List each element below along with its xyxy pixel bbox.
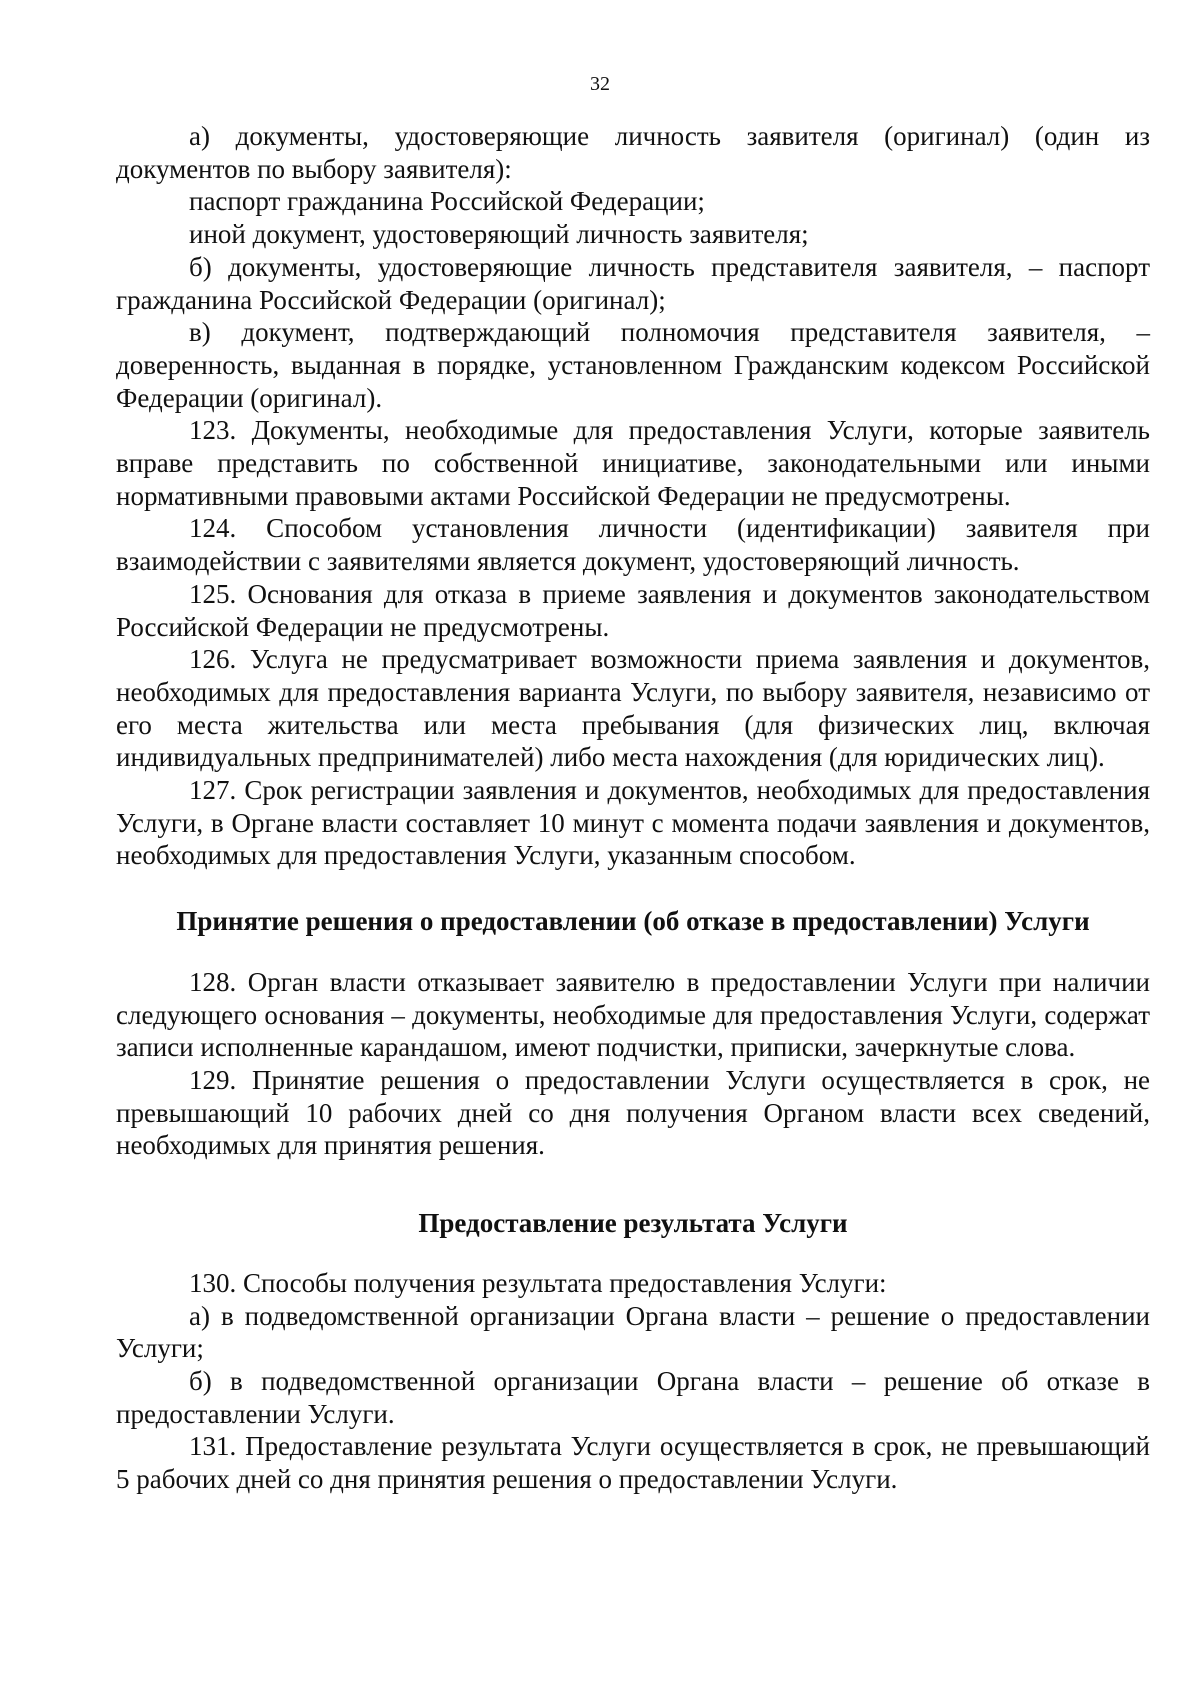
- paragraph-128: 128. Орган власти отказывает заявителю в предоставлении Услуги при наличии следующего основания – документы, необходимые для предоставления Услуги, содержат записи исполненные карандашом, имеют подчистки, приписки, зачеркнутые слова.: [116, 966, 1150, 1063]
- paragraph-123: 123. Документы, необходимые для предоставления Услуги, которые заявитель вправе представить по собственной инициативе, законодательными или иными нормативными правовыми актами Российской Федерации не предусмотрены.: [116, 415, 1150, 511]
- section-heading-decision: Принятие решения о предоставлении (об отказе в предоставлении) Услуги: [176, 906, 1090, 937]
- paragraph-124: 124. Способом установления личности (идентификации) заявителя при взаимодействии с заявителями является документ, удостоверяющий личность.: [116, 513, 1150, 577]
- paragraph-130-item-b: б) в подведомственной организации Органа власти – решение об отказе в предоставлении Услуги.: [116, 1365, 1150, 1429]
- paragraph-129: 129. Принятие решения о предоставлении Услуги осуществляется в срок, не превышающий 10 рабочих дней со дня получения Органом власти всех сведений, необходимых для принятия решения.: [116, 1064, 1150, 1161]
- document-body: [116, 120, 1150, 1496]
- paragraph-item-a-identity-docs: а) документы, удостоверяющие личность заявителя (оригинал) (один из документов по выбору заявителя):: [116, 121, 1150, 184]
- paragraph-126: 126. Услуга не предусматривает возможности приема заявления и документов, необходимых для предоставления варианта Услуги, по выбору заявителя, независимо от его места жительства или места пребывания (для физических лиц, включая индивидуальных предпринимателей) либо места нахождения (для юридических лиц).: [116, 644, 1150, 773]
- paragraph-131: 131. Предоставление результата Услуги осуществляется в срок, не превышающий 5 рабочих дней со дня принятия решения о предоставлении Услуги.: [116, 1431, 1150, 1495]
- paragraph-125: 125. Основания для отказа в приеме заявления и документов законодательством Российской Федерации не предусмотрены.: [116, 578, 1150, 642]
- paragraph-other-document: иной документ, удостоверяющий личность заявителя;: [189, 219, 809, 250]
- paragraph-130: 130. Способы получения результата предоставления Услуги:: [189, 1267, 887, 1298]
- paragraph-item-b-representative-docs: б) документы, удостоверяющие личность представителя заявителя, – паспорт гражданина Российской Федерации (оригинал);: [116, 251, 1150, 315]
- paragraph-item-v-power-of-attorney: в) документ, подтверждающий полномочия представителя заявителя, – доверенность, выданная в порядке, установленном Гражданским кодексом Российской Федерации (оригинал).: [116, 317, 1150, 413]
- page-number: 32: [590, 73, 610, 95]
- section-heading-result: Предоставление результата Услуги: [418, 1208, 848, 1239]
- paragraph-127: 127. Срок регистрации заявления и документов, необходимых для предоставления Услуги, в Органе власти составляет 10 минут с момента подачи заявления и документов, необходимых для предоставления Услуги, указанным способом.: [116, 775, 1150, 871]
- paragraph-passport: паспорт гражданина Российской Федерации;: [189, 186, 705, 217]
- paragraph-130-item-a: а) в подведомственной организации Органа власти – решение о предоставлении Услуги;: [116, 1300, 1150, 1364]
